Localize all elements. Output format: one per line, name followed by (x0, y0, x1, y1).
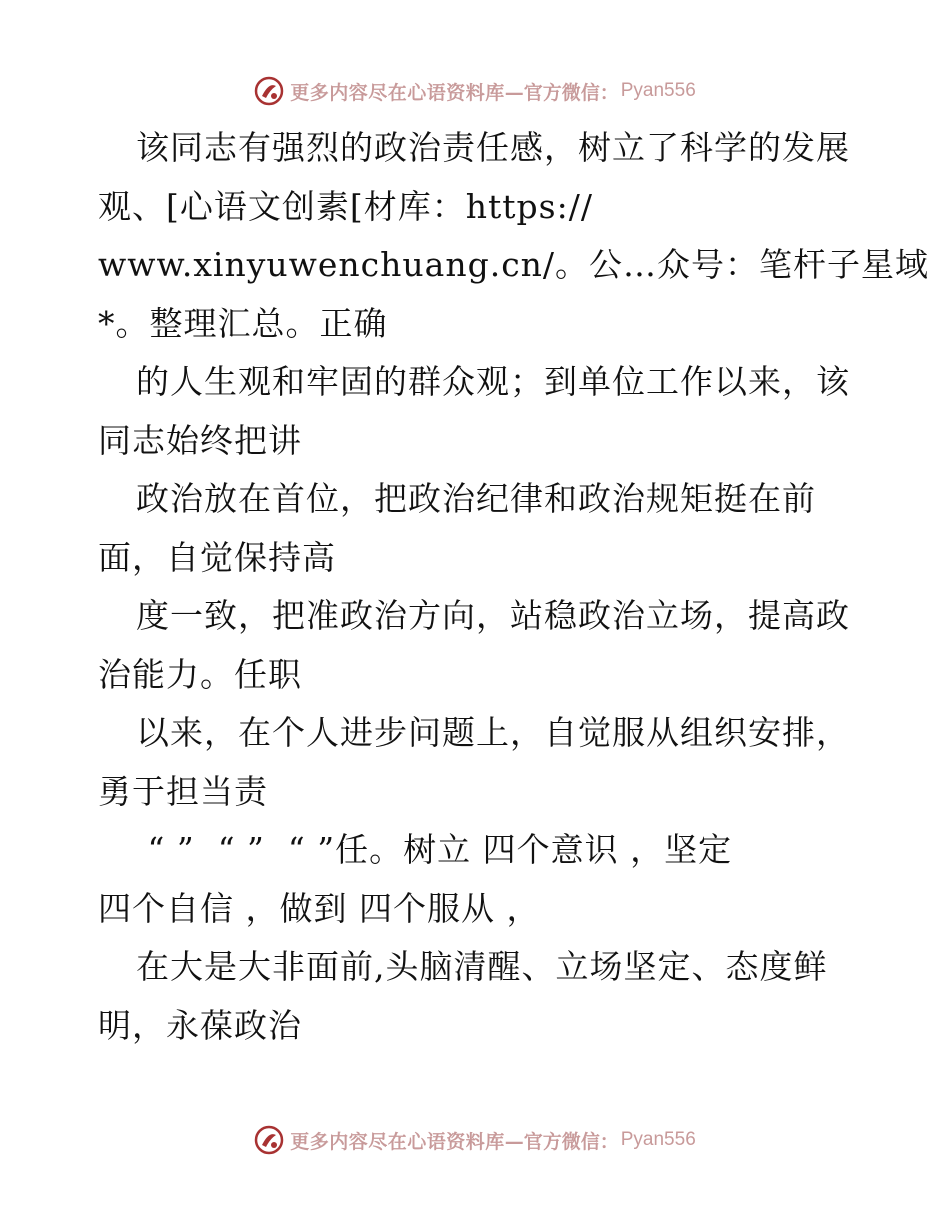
body-line: 明，永葆政治 (98, 1005, 302, 1045)
body-line: “ ” “ ” “ ”任。树立 四个意识 ，坚定 (136, 830, 733, 869)
banner-subtitle: —官方微信： (504, 81, 619, 104)
banner-wechat-id: Pyan556 (620, 1129, 696, 1150)
body-line: 的人生观和牢固的群众观；到单位工作以来，该 (136, 362, 850, 401)
body-line: 面，自觉保持高 (98, 537, 336, 577)
body-line: *。整理汇总。正确 (98, 303, 388, 343)
document-body (98, 119, 930, 1055)
brand-logo-icon (254, 1125, 284, 1155)
body-line: 四个自信 ，做到 四个服从 ， (98, 888, 541, 928)
body-line: 以来，在个人进步问题上，自觉服从组织安排， (136, 713, 850, 752)
banner-subtitle: —官方微信： (504, 1130, 619, 1153)
body-line: 观、[心语文创素[材库：https:// (98, 186, 593, 226)
body-line: 同志始终把讲 (98, 420, 302, 460)
body-line: 该同志有强烈的政治责任感，树立了科学的发展 (136, 128, 850, 167)
banner-title: 更多内容尽在心语资料库 (290, 81, 505, 104)
header-banner (0, 71, 950, 111)
body-line: 在大是大非面前,头脑清醒、立场坚定、态度鲜 (136, 947, 828, 986)
banner-title: 更多内容尽在心语资料库 (290, 1130, 505, 1153)
banner-wechat-id: Pyan556 (620, 80, 696, 101)
body-line: www.xinyuwenchuang.cn/。公…众号：笔杆子星域 (98, 245, 930, 284)
body-line: 度一致，把准政治方向，站稳政治立场，提高政 (136, 596, 850, 635)
body-line: 政治放在首位，把政治纪律和政治规矩挺在前 (136, 479, 816, 518)
body-line: 治能力。任职 (98, 654, 302, 694)
brand-logo-icon (254, 76, 284, 106)
footer-banner (0, 1120, 950, 1160)
body-line: 勇于担当责 (98, 771, 268, 811)
